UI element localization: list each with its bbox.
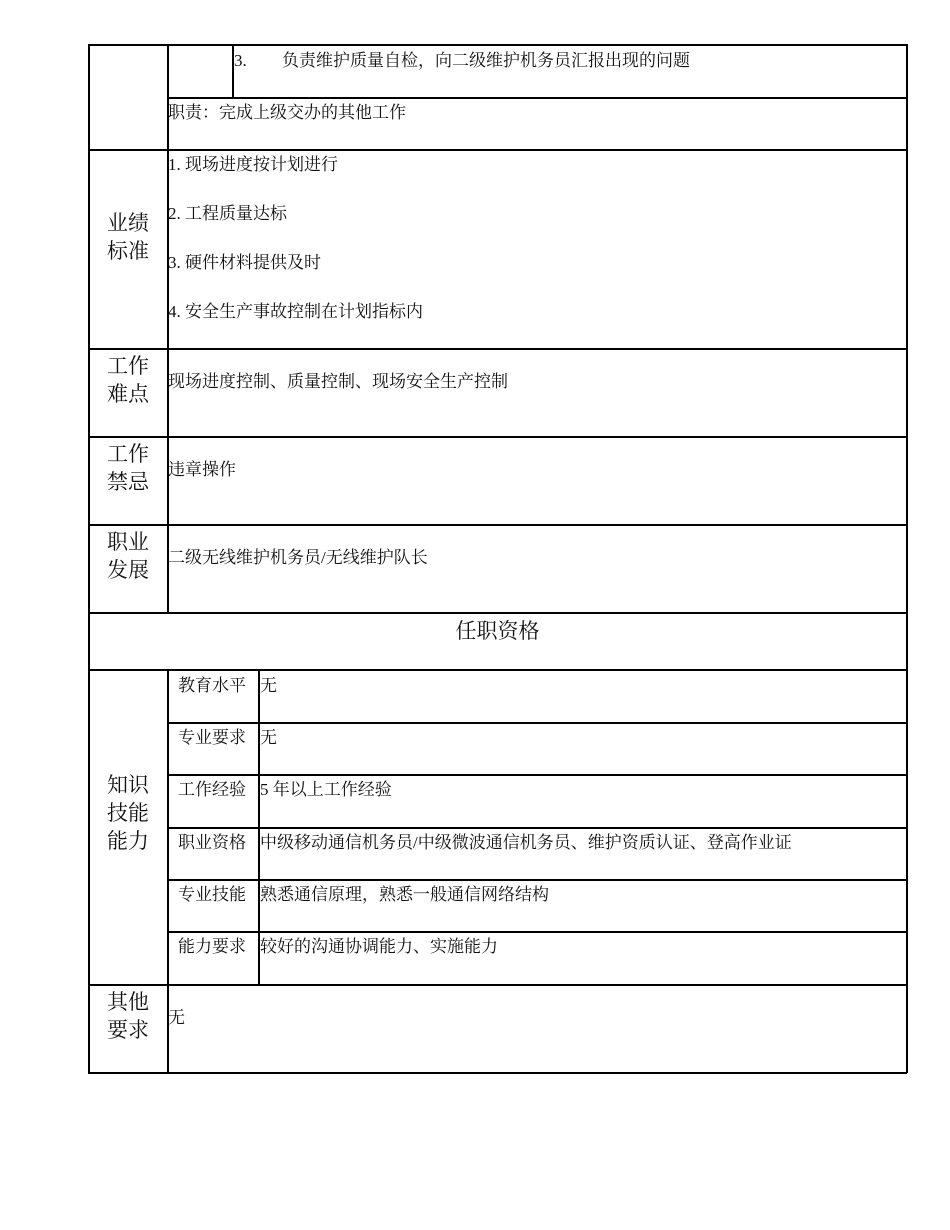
career-label xyxy=(89,528,167,584)
taboo-label xyxy=(89,440,167,496)
taboo-label-line2: 禁忌 xyxy=(107,470,149,494)
row-divider xyxy=(88,984,907,986)
taboo-value: 违章操作 xyxy=(168,460,236,479)
knowledge-label-line2: 技能 xyxy=(107,801,149,825)
table-border-right xyxy=(906,44,908,1073)
difficulty-label xyxy=(89,352,167,408)
table-border-top xyxy=(88,44,907,46)
knowledge-key: 教育水平 xyxy=(178,676,246,695)
row-divider xyxy=(88,612,907,614)
knowledge-key: 职业资格 xyxy=(178,833,246,852)
knowledge-value: 熟悉通信原理，熟悉一般通信网络结构 xyxy=(260,885,549,904)
knowledge-label-line3: 能力 xyxy=(107,829,149,853)
row-divider xyxy=(167,97,907,99)
knowledge-key: 工作经验 xyxy=(178,780,246,799)
row-divider xyxy=(167,774,907,776)
taboo-label-line1: 工作 xyxy=(107,442,149,466)
performance-label-line1: 业绩 xyxy=(107,211,149,235)
row-divider xyxy=(88,149,907,151)
other-label xyxy=(89,988,167,1044)
knowledge-value: 5 年以上工作经验 xyxy=(260,780,392,799)
performance-item: 1. 现场进度按计划进行 xyxy=(168,155,338,174)
knowledge-label-line1: 知识 xyxy=(107,773,149,797)
row-divider xyxy=(88,524,907,526)
knowledge-value: 无 xyxy=(260,728,277,747)
knowledge-label xyxy=(89,771,167,855)
career-label-line1: 职业 xyxy=(107,530,149,554)
knowledge-key: 专业技能 xyxy=(178,885,246,904)
career-label-line2: 发展 xyxy=(107,558,149,582)
row-divider xyxy=(167,931,907,933)
other-label-line1: 其他 xyxy=(107,990,149,1014)
row-divider xyxy=(88,436,907,438)
performance-item: 4. 安全生产事故控制在计划指标内 xyxy=(168,302,423,321)
row-divider xyxy=(88,348,907,350)
duty-item-number: 3. xyxy=(234,51,247,70)
qualification-title: 任职资格 xyxy=(455,619,540,643)
knowledge-value: 中级移动通信机务员/中级微波通信机务员、维护资质认证、登高作业证 xyxy=(260,833,792,852)
row-divider xyxy=(88,669,907,671)
performance-label xyxy=(89,209,167,265)
row-divider xyxy=(167,827,907,829)
performance-item: 3. 硬件材料提供及时 xyxy=(168,253,321,272)
difficulty-value: 现场进度控制、质量控制、现场安全生产控制 xyxy=(168,372,508,391)
row-divider xyxy=(167,722,907,724)
label-column-divider-upper xyxy=(167,44,169,613)
other-value: 无 xyxy=(168,1008,185,1027)
difficulty-label-line1: 工作 xyxy=(107,354,149,378)
performance-item: 2. 工程质量达标 xyxy=(168,204,287,223)
other-label-line2: 要求 xyxy=(107,1018,149,1042)
knowledge-value: 无 xyxy=(260,676,277,695)
table-border-bottom xyxy=(88,1072,907,1074)
row-divider xyxy=(167,879,907,881)
knowledge-key: 能力要求 xyxy=(178,937,246,956)
knowledge-value: 较好的沟通协调能力、实施能力 xyxy=(260,937,498,956)
knowledge-key: 专业要求 xyxy=(178,728,246,747)
difficulty-label-line2: 难点 xyxy=(107,382,149,406)
career-value: 二级无线维护机务员/无线维护队长 xyxy=(168,548,428,567)
other-duty-text: 职责：完成上级交办的其他工作 xyxy=(168,103,406,122)
performance-label-line2: 标准 xyxy=(107,239,149,263)
duty-item-text: 负责维护质量自检，向二级维护机务员汇报出现的问题 xyxy=(282,51,690,70)
